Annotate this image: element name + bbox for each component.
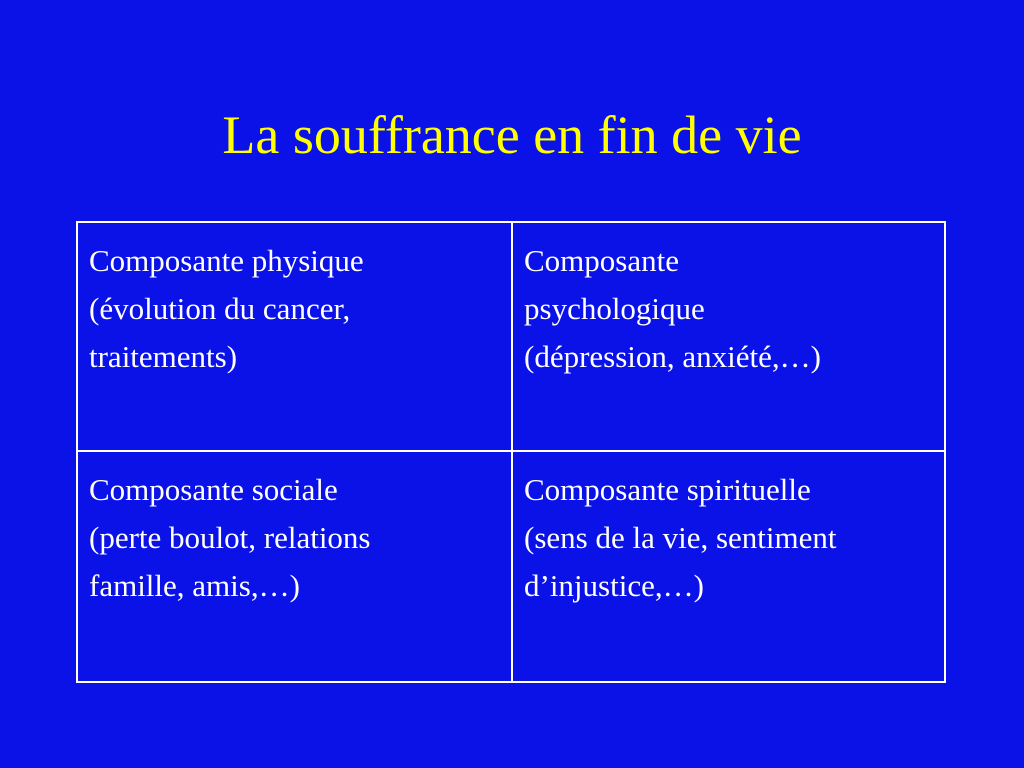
table-cell-physical	[78, 223, 513, 452]
cell-line: psychologique	[524, 291, 705, 326]
slide-title: La souffrance en fin de vie	[222, 105, 802, 165]
cell-line: (évolution du cancer,	[89, 291, 351, 326]
cell-line: famille, amis,…)	[89, 568, 300, 603]
cell-line: (perte boulot, relations	[89, 520, 371, 555]
cell-line: Composante physique	[89, 243, 364, 278]
cell-line: (sens de la vie, sentiment	[524, 520, 837, 555]
table-cell-social	[78, 452, 513, 681]
cell-line: (dépression, anxiété,…)	[524, 339, 821, 374]
cell-line: Composante spirituelle	[524, 472, 811, 507]
cell-line: traitements)	[89, 339, 238, 374]
cell-line: Composante sociale	[89, 472, 338, 507]
cell-line: Composante	[524, 243, 679, 278]
table-cell-psychological	[513, 223, 944, 452]
cell-line: d’injustice,…)	[524, 568, 704, 603]
components-table	[76, 221, 946, 683]
table-cell-spiritual	[513, 452, 944, 681]
